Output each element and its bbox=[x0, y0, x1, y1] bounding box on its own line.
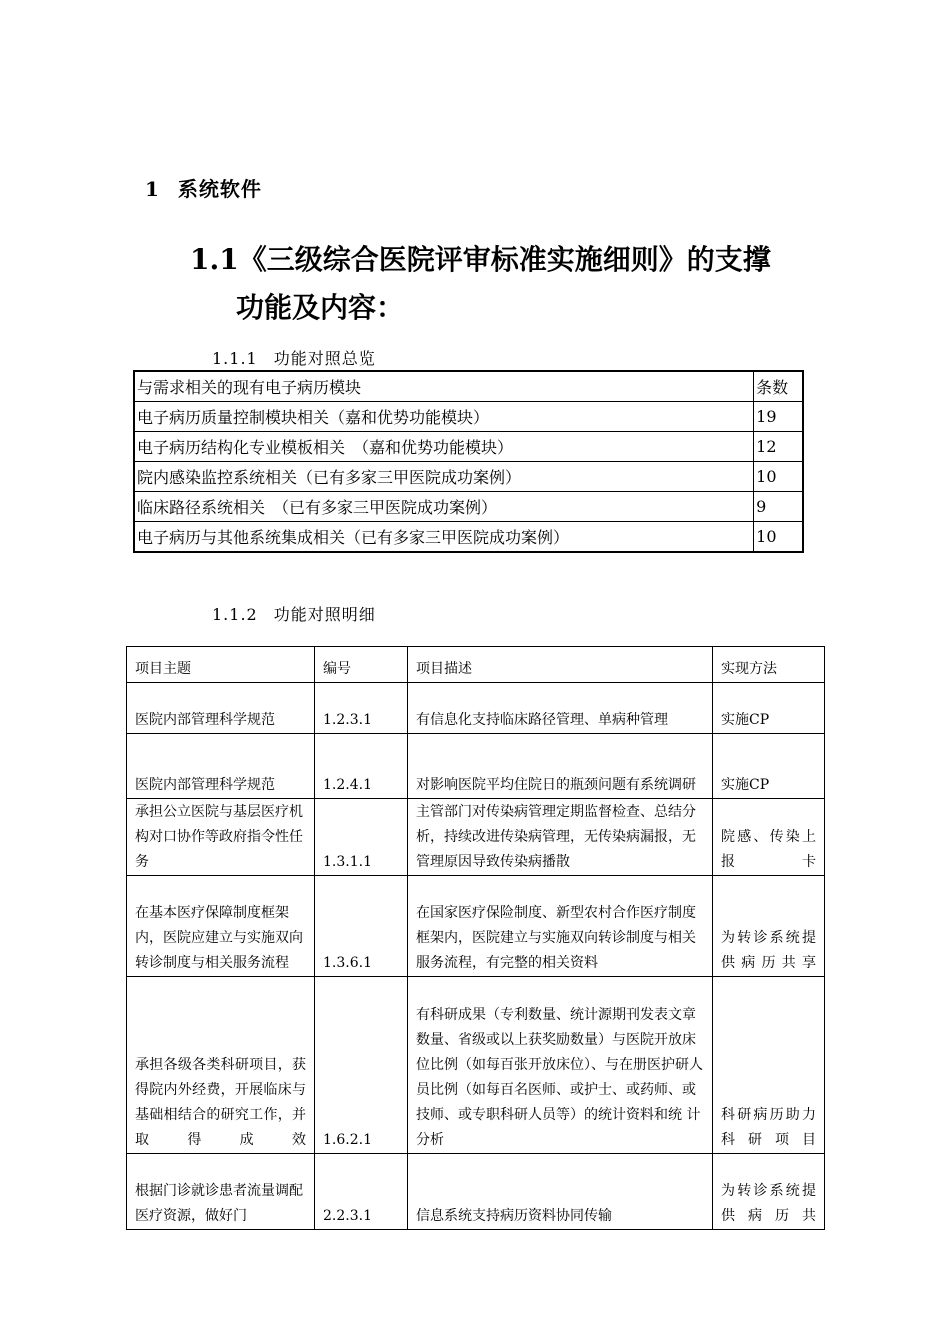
detail-method: 科研病历助力科研项目 bbox=[713, 977, 825, 1154]
overview-count: 10 bbox=[754, 522, 803, 553]
detail-header-code: 编号 bbox=[315, 647, 408, 683]
overview-module: 电子病历质量控制模块相关（嘉和优势功能模块） bbox=[134, 402, 754, 432]
overview-count: 10 bbox=[754, 462, 803, 492]
detail-header-desc: 项目描述 bbox=[408, 647, 713, 683]
detail-desc: 有信息化支持临床路径管理、单病种管理 bbox=[408, 683, 713, 734]
detail-code: 1.3.1.1 bbox=[315, 799, 408, 876]
detail-header-topic: 项目主题 bbox=[127, 647, 315, 683]
detail-desc: 对影响医院平均住院日的瓶颈问题有系统调研 bbox=[408, 734, 713, 799]
detail-table bbox=[126, 646, 825, 1230]
overview-header-row bbox=[134, 371, 803, 402]
subsection-title-line1: 《三级综合医院评审标准实施细则》的支撑 bbox=[238, 243, 771, 276]
table-row bbox=[134, 402, 803, 432]
table-row bbox=[134, 492, 803, 522]
detail-heading bbox=[212, 602, 376, 625]
table-row bbox=[127, 1154, 825, 1230]
subsection-number: 1.1 bbox=[190, 243, 239, 276]
table-row bbox=[127, 799, 825, 876]
detail-topic: 医院内部管理科学规范 bbox=[127, 683, 315, 734]
overview-count: 12 bbox=[754, 432, 803, 462]
section-title: 系统软件 bbox=[177, 177, 262, 201]
detail-header-row bbox=[127, 647, 825, 683]
detail-method: 为转诊系统提供病历共享 bbox=[713, 876, 825, 977]
table-row bbox=[127, 734, 825, 799]
detail-code: 1.2.4.1 bbox=[315, 734, 408, 799]
table-row bbox=[127, 683, 825, 734]
section-heading bbox=[145, 173, 262, 202]
detail-method: 院感、传染上报卡 bbox=[713, 799, 825, 876]
detail-topic: 承担各级各类科研项目，获得院内外经费，开展临床与基础相结合的研究工作，并取得成效 bbox=[127, 977, 315, 1154]
detail-code: 2.2.3.1 bbox=[315, 1154, 408, 1230]
overview-module: 院内感染监控系统相关（已有多家三甲医院成功案例） bbox=[134, 462, 754, 492]
table-row bbox=[127, 876, 825, 977]
table-row bbox=[134, 462, 803, 492]
detail-topic: 在基本医疗保障制度框架内，医院应建立与实施双向转诊制度与相关服务流程 bbox=[127, 876, 315, 977]
detail-desc: 在国家医疗保险制度、新型农村合作医疗制度框架内，医院建立与实施双向转诊制度与相关服务流程，有完整的相关资料 bbox=[408, 876, 713, 977]
overview-number: 1.1.1 bbox=[212, 349, 258, 368]
detail-topic: 承担公立医院与基层医疗机构对口协作等政府指令性任务 bbox=[127, 799, 315, 876]
detail-code: 1.3.6.1 bbox=[315, 876, 408, 977]
detail-desc: 有科研成果（专利数量、统计源期刊发表文章数量、省级或以上获奖励数量）与医院开放床位比例（如每百张开放床位）、与在册医护研人员比例（如每百名医师、或护士、或药师、或技师、或专职科研人员等）的统计资料和统 计分析 bbox=[408, 977, 713, 1154]
overview-heading bbox=[212, 346, 376, 369]
section-number: 1 bbox=[145, 177, 160, 201]
overview-module: 电子病历与其他系统集成相关（已有多家三甲医院成功案例） bbox=[134, 522, 754, 553]
overview-count: 19 bbox=[754, 402, 803, 432]
overview-header-count: 条数 bbox=[754, 371, 803, 402]
overview-title: 功能对照总览 bbox=[273, 349, 376, 368]
detail-topic: 医院内部管理科学规范 bbox=[127, 734, 315, 799]
subsection-heading bbox=[190, 236, 830, 332]
detail-code: 1.6.2.1 bbox=[315, 977, 408, 1154]
detail-method: 为转诊系统提供病历共 bbox=[713, 1154, 825, 1230]
table-row bbox=[134, 432, 803, 462]
detail-method: 实施CP bbox=[713, 683, 825, 734]
detail-number: 1.1.2 bbox=[212, 605, 258, 624]
overview-module: 临床路径系统相关 （已有多家三甲医院成功案例） bbox=[134, 492, 754, 522]
detail-desc: 信息系统支持病历资料协同传输 bbox=[408, 1154, 713, 1230]
overview-table bbox=[133, 370, 804, 553]
detail-code: 1.2.3.1 bbox=[315, 683, 408, 734]
detail-title: 功能对照明细 bbox=[273, 605, 376, 624]
detail-header-method: 实现方法 bbox=[713, 647, 825, 683]
detail-topic: 根据门诊就诊患者流量调配医疗资源，做好门 bbox=[127, 1154, 315, 1230]
table-row bbox=[127, 977, 825, 1154]
subsection-title-line2: 功能及内容： bbox=[236, 291, 405, 324]
overview-module: 电子病历结构化专业模板相关 （嘉和优势功能模块） bbox=[134, 432, 754, 462]
overview-header-module: 与需求相关的现有电子病历模块 bbox=[134, 371, 754, 402]
overview-count: 9 bbox=[754, 492, 803, 522]
detail-method: 实施CP bbox=[713, 734, 825, 799]
detail-desc: 主管部门对传染病管理定期监督检查、总结分析，持续改进传染病管理，无传染病漏报，无管理原因导致传染病播散 bbox=[408, 799, 713, 876]
table-row bbox=[134, 522, 803, 553]
